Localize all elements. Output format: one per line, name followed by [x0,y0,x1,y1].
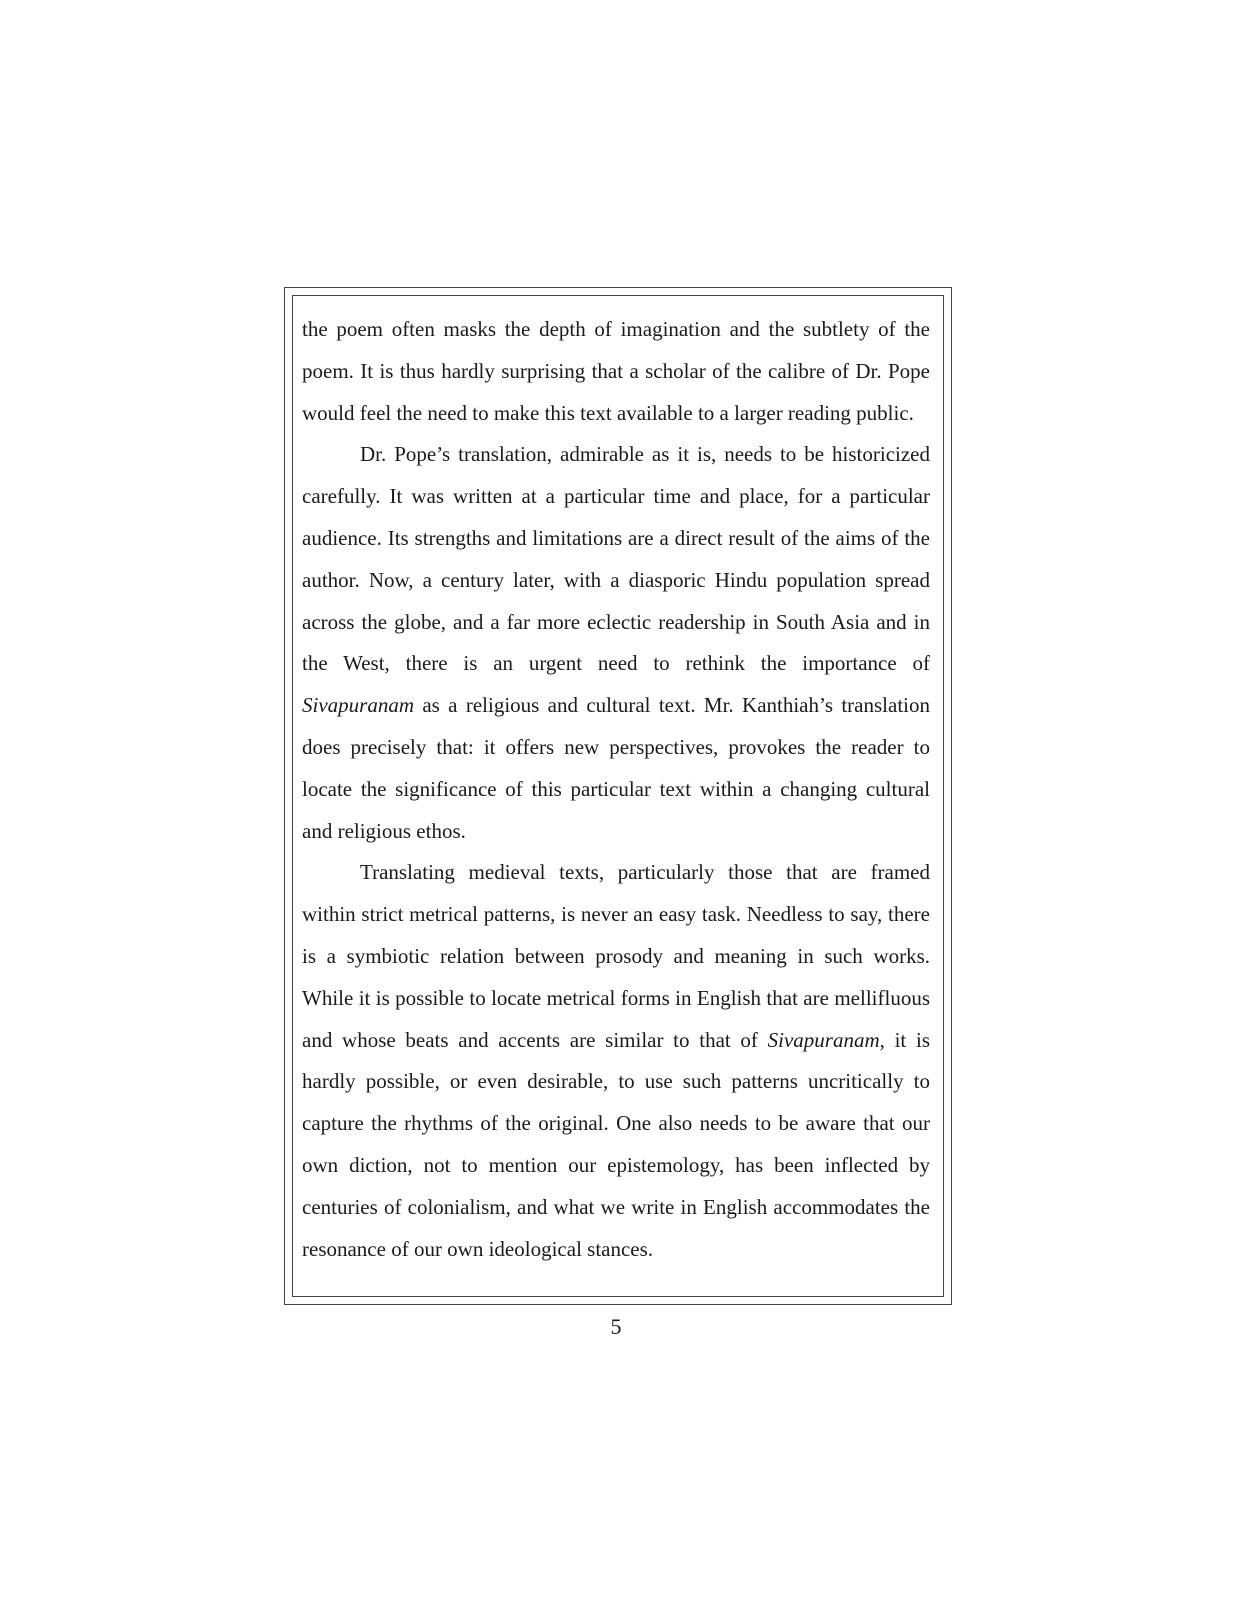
paragraph-2-text-b: as a religious and cultural text. Mr. Kanthiah’s translation does precisely that: it offers new perspectives, provokes the reader to locate the significance of this particular text within a changing cultural and religious ethos. [302,693,930,843]
paragraph-2 [302,434,930,852]
paragraph-3 [302,852,930,1270]
paragraph-3-text-a: Translating medieval texts, particularly those that are framed within strict metrical patterns, is never an easy task. Needless to say, there is a symbiotic relation between prosody and meaning in such works. While it is possible to locate metrical forms in English that are mellifluous and whose beats and accents are similar to that of [302,860,930,1052]
page-number: 5 [610,1314,622,1339]
paragraph-3-title-italic: Sivapuranam [767,1027,880,1052]
paragraph-2-title-italic: Sivapuranam [302,693,414,718]
paragraph-2-text-a: Dr. Pope’s translation, admirable as it is, needs to be historicized carefully. It was written at a particular time and place, for a particular audience. Its strengths and limitations are a direct result of the aims of the author. Now, a century later, with a diasporic Hindu population spread across the globe, and a far more eclectic readership in South Asia and in the West, there is an urgent need to rethink the importance of [302,442,930,676]
body-text [302,309,930,1270]
paragraph-3-text-b: , it is hardly possible, or even desirable, to use such patterns uncritically to capture the rhythms of the original. One also needs to be aware that our own diction, not to mention our epistemology, has been inflected by centuries of colonialism, and what we write in English accommodates the resonance of our own ideological stances. [302,1027,930,1261]
paragraph-1: the poem often masks the depth of imagination and the subtlety of the poem. It is thus hardly surprising that a scholar of the calibre of Dr. Pope would feel the need to make this text available to a larger reading public. [302,317,930,425]
